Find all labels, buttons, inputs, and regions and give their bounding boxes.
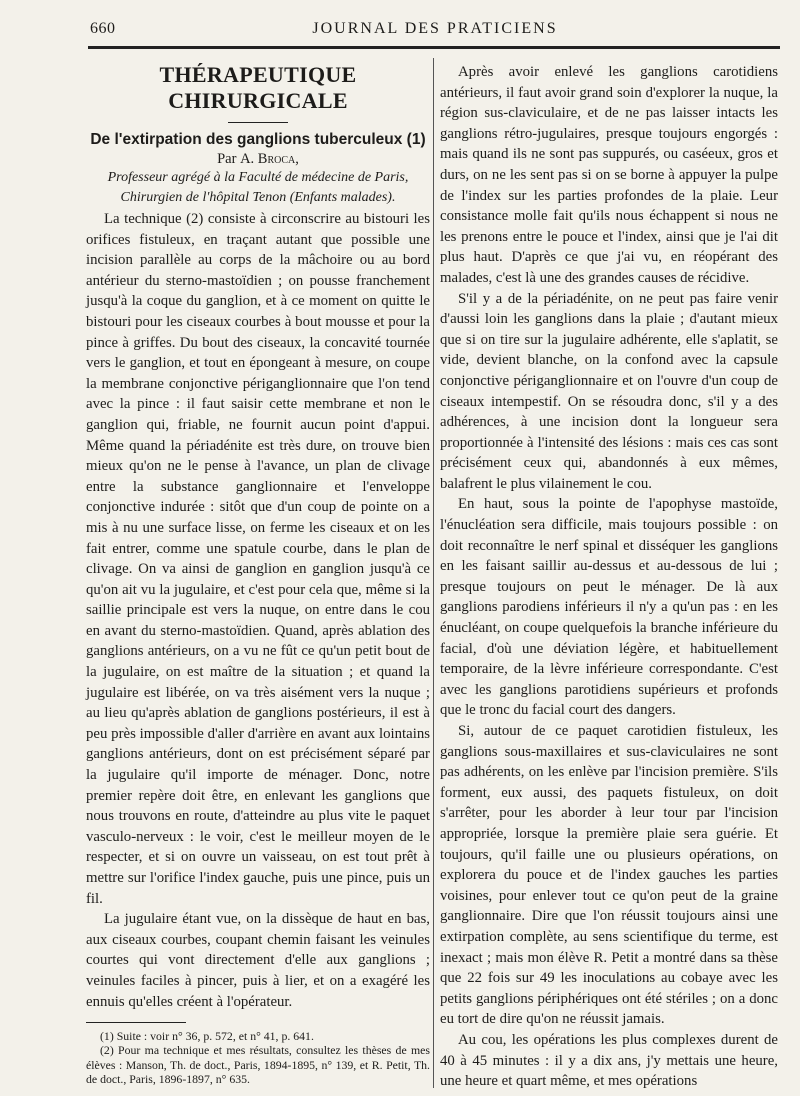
right-column (440, 62, 778, 1092)
body-paragraph: Si, autour de ce paquet carotidien fistuleux, les ganglions sous-maxillaires et sus-claviculaires ne sont pas adhérents, on les enlève par l'incision première. S'ils forment, eux aussi, des paquets fistuleux, on doit s'arrêter, pour les aborder à leur tour par l'incision appropriée, lorsque la première plaie sera guérie. Et toujours, qu'il faille une ou plusieurs opérations, on explorera du pouce et de l'index gauches les parties voisines, pour enlever tout ce qu'on peut de la graine ganglionnaire. Dire que l'on réussit toujours ainsi une extirpation complète, au sens scientifique du terme, est inexact ; mais mon élève R. Petit a montré dans sa thèse que 22 fois sur 49 les inoculations au cobaye avec les petits ganglions périphériques ont été stériles ; on a donc eu tort de dire qu'on ne réussit jamais. (440, 723, 778, 1028)
author-affiliation-2: Chirurgien de l'hôpital Tenon (Enfants malades). (120, 190, 396, 205)
body-paragraph: La technique (2) consiste à circonscrire au bistouri les orifices fistuleux, en traçant autant que possible une incision parallèle au corps de la mâchoire ou au bord antérieur du sterno-mastoïdien ; on pousse franchement jusqu'à la coque du ganglion, et à ce moment on quitte le bistouri pour les ciseaux courbes à bout mousse et pour la pince à griffes. Du bout des ciseaux, la concavité tournée vers le ganglion, et tout en épongeant à mesure, on coupe la membrane conjonctive périganglionnaire que l'on tend avec la pince : il faut saisir cette membrane et non le ganglion qui, friable, ne fournit aucun point d'appui. Même quand la périadénite est très dure, on trouve bien mieux qu'on ne le pense à l'avance, un plan de clivage entre la substance ganglionnaire et l'enveloppe conjonctive indurée : sitôt que d'un coup de pointe on a mis à nu une surface lisse, on ferme les ciseaux et on les fait entrer, comme une spatule courbe, dans le plan de clivage. On va ainsi de ganglion en ganglion jusqu'à ce qu'on ait vu la jugulaire, et c'est pour cela que, même si la saillie principale est vers la nuque, on entre dans le cou en avant du sterno-mastoïdien. Quand, après ablation des ganglions antérieurs, on a vu ne fût ce qu'un petit bout de la jugulaire, on est maître de la situation ; et quand la jugulaire est libérée, on va très aisément vers la nuque ; au lieu qu'après ablation de ganglions postérieurs, il est à peu près impossible d'aller d'arrière en avant aux lointains ganglions antérieurs, dont on est précisément séparé par la jugulaire qu'il importe de ménager. Donc, notre premier repère doit être, en enlevant les ganglions que nous trouvons en route, d'atteindre au plus vite le paquet vasculo-nerveux : le voir, c'est le meilleur moyen de le respecter, et si on ouvre un vaisseau, on est tout prêt à mettre sur l'orifice l'index gauche, puis une pince, puis un fil. (86, 211, 430, 907)
body-paragraph: En haut, sous la pointe de l'apophyse mastoïde, l'énucléation sera difficile, mais toujours possible : on doit reconnaître le nerf spinal et disséquer les ganglions en les faisant saillir au-dessus et au-dessous de lui ; presque toujours on peut le ménager. De là aux ganglions parodiens inférieurs il n'y a qu'un pas : en les énucléant, on coupe quelquefois la branche inférieure du facial, d'où une déviation légère, et habituellement temporaire, de la lèvre inférieure correspondante. C'est avec les ganglions parotidiens supérieurs et profonds que le tronc du facial court des dangers. (440, 496, 778, 719)
title-rule (228, 122, 288, 123)
section-title: THÉRAPEUTIQUE CHIRURGICALE (159, 62, 357, 113)
author-line (86, 150, 430, 169)
footnote: (2) Pour ma technique et mes résultats, consultez les thèses de mes élèves : Manson, Th. de doct., Paris, 1894-1895, n° 139, et R. Petit, Th. de doct., Paris, 1896-1897, n° 635. (86, 1043, 430, 1086)
left-column (86, 62, 430, 1086)
header-rule (88, 46, 780, 49)
body-paragraph: La jugulaire étant vue, on la dissèque de haut en bas, aux ciseaux courbes, coupant chemin faisant les veinules courtes qui vont directement d'elle aux ganglions ; veinules faciles à pincer, puis à lier, et on a exagéré les ennuis qu'elles créent à l'opérateur. (86, 911, 430, 1010)
journal-title: JOURNAL DES PRATICIENS (312, 20, 558, 37)
author-prefix: Par (217, 151, 237, 167)
author-name: A. Broca, (240, 151, 299, 167)
footnote-rule (86, 1022, 186, 1023)
column-divider (433, 58, 434, 1088)
running-header (90, 20, 780, 46)
body-paragraph: Après avoir enlevé les ganglions carotidiens antérieurs, il faut avoir grand soin d'explorer la nuque, la région sus-claviculaire, et de ne pas laisser intacts les ganglions rétro-jugulaires, presque toujours engorgés : mais quand ils ne sont pas suppurés, ou caséeux, gros et durs, on ne les sent pas si on se borne à appuyer la pulpe de l'index sur les parties profondes de la plaie. Leur consistance molle fait qu'ils nous échappent si nous ne les prenons entre le pouce et l'index, ainsi que je l'ai dit plus haut. D'après ce que j'ai vu, en réopérant des malades, c'est là une des grandes causes de récidive. (440, 64, 778, 286)
body-paragraph: S'il y a de la périadénite, on ne peut pas faire venir d'aussi loin les ganglions dans la plaie ; d'autant mieux que si on tire sur la jugulaire adhérente, elle s'aplatit, se vide, devient blanche, on la confond avec la capsule conjonctive périganglionnaire et on l'ouvre d'un coup de ciseaux intempestif. On se résoudra donc, s'il y a des adhérences, à une incision dont la longueur sera proportionnée à l'intensité des lésions : mais ces cas sont précisément ceux qui, abandonnés à eux mêmes, balafrent le plus vilainement le cou. (440, 290, 778, 492)
page-number: 660 (90, 20, 116, 37)
author-affiliation-1: Professeur agrégé à la Faculté de médecine de Paris, (107, 170, 409, 185)
body-paragraph: Au cou, les opérations les plus complexes durent de 40 à 45 minutes : il y a dix ans, j'y mettais une heure, une heure et quart même, et mes opérations (440, 1031, 778, 1090)
footnote: (1) Suite : voir n° 36, p. 572, et n° 41, p. 641. (100, 1029, 314, 1044)
article-title: De l'extirpation des ganglions tuberculeux (1) (90, 131, 426, 148)
